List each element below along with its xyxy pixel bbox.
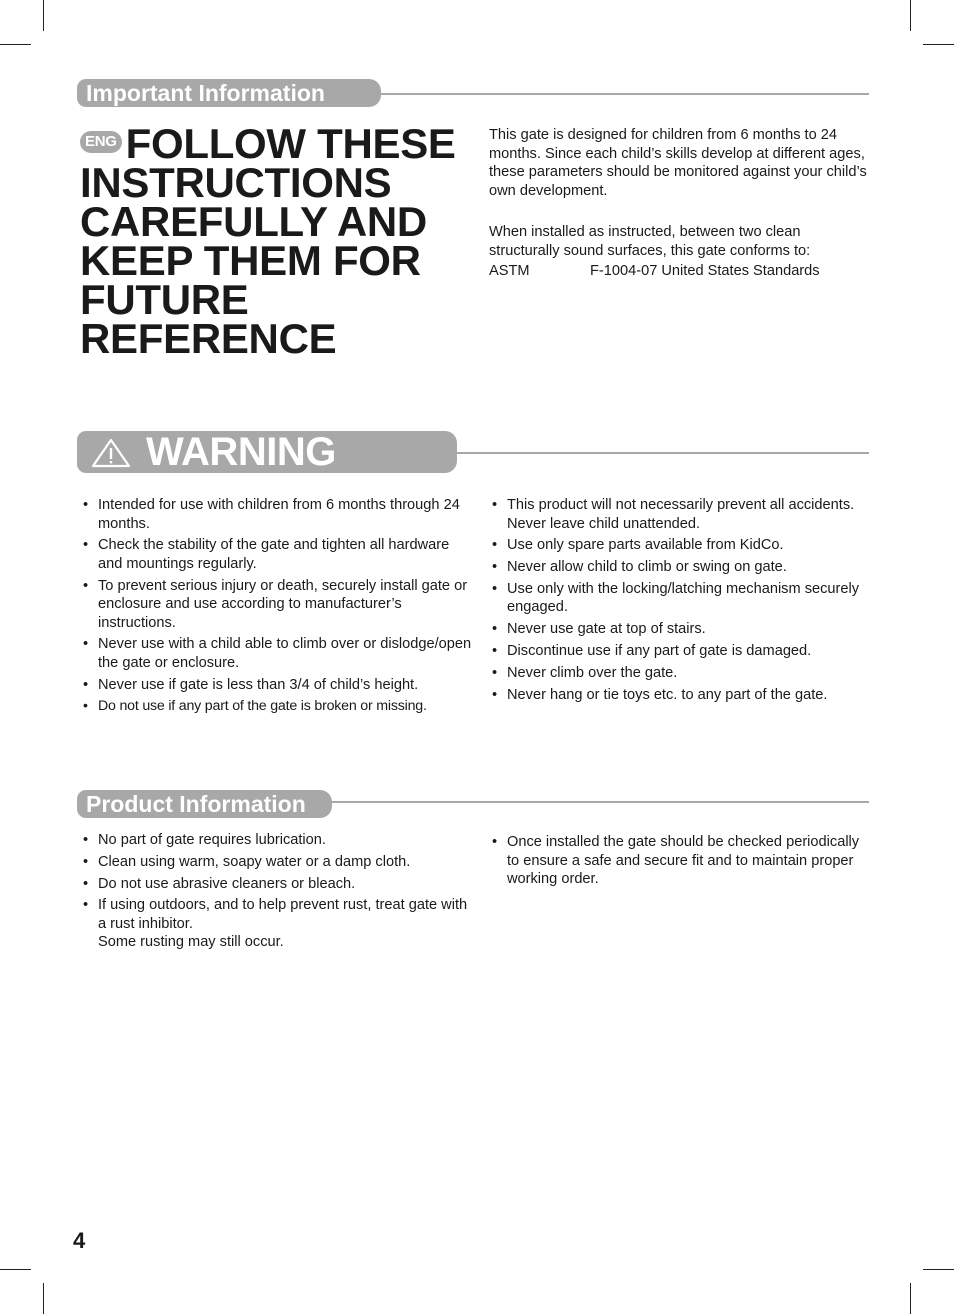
intro-paragraph-1: This gate is designed for children from 6 months to 24 months. Since each child’s skills develop at different ages, these parameters should be monitored against your child’s own development.: [489, 127, 867, 199]
list-item: • Clean using warm, soapy water or a damp cloth.: [80, 853, 472, 872]
list-item: • Never climb over the gate.: [489, 664, 874, 683]
rust-note: If using outdoors, and to help prevent rust, treat gate with a rust inhibitor.: [98, 897, 468, 932]
title-block: [80, 120, 480, 362]
page-title: [80, 120, 480, 362]
standard-organization: ASTM: [489, 263, 530, 279]
crop-mark-top-right-v: [910, 0, 911, 31]
warning-pill: [77, 431, 457, 473]
warning-rule: [457, 452, 869, 454]
page-number: 4: [73, 1228, 86, 1253]
crop-mark-top-right-h: [923, 44, 954, 45]
list-item: • Once installed the gate should be checked periodically to ensure a safe and secure fit and to maintain proper working order.: [489, 833, 869, 889]
list-item: • Do not use abrasive cleaners or bleach.: [80, 875, 472, 894]
product-right-list: [489, 833, 869, 892]
intro-paragraph-2: When installed as instructed, between two clean structurally sound surfaces, this gate conforms to:: [489, 224, 811, 259]
list-item: • Use only spare parts available from KidCo.: [489, 536, 874, 555]
list-item: • Never hang or tie toys etc. to any part of the gate.: [489, 686, 874, 705]
list-item: • Do not use if any part of the gate is broken or missing.: [80, 697, 472, 716]
list-item: • To prevent serious injury or death, securely install gate or enclosure and use according to manufacturer’s instructions.: [80, 577, 472, 633]
warning-title: WARNING: [146, 430, 336, 474]
list-item: • Use only with the locking/latching mechanism securely engaged.: [489, 580, 874, 617]
crop-mark-bottom-left-h: [0, 1269, 31, 1270]
crop-mark-bottom-left-v: [43, 1283, 44, 1314]
crop-mark-top-left-h: [0, 44, 31, 45]
rust-note-continued: Some rusting may still occur.: [98, 934, 284, 951]
list-item: • Check the stability of the gate and tighten all hardware and mountings regularly.: [80, 536, 472, 573]
crop-mark-bottom-right-v: [910, 1283, 911, 1314]
language-badge: ENG: [80, 131, 122, 153]
intro-text: [489, 126, 874, 281]
standard-row: [489, 262, 874, 281]
list-item: • Never use if gate is less than 3/4 of child’s height.: [80, 676, 472, 695]
crop-mark-bottom-right-h: [923, 1269, 954, 1270]
list-item: • This product will not necessarily prevent all accidents. Never leave child unattended.: [489, 496, 874, 533]
product-information-rule: [332, 801, 869, 803]
list-item: • Intended for use with children from 6 months through 24 months.: [80, 496, 472, 533]
list-item: • Never allow child to climb or swing on gate.: [489, 558, 874, 577]
product-left-list: [80, 831, 472, 955]
product-information-label: Product Information: [77, 790, 332, 818]
warnings-left-list: [80, 496, 472, 719]
title-line-2: INSTRUCTIONS: [80, 159, 392, 206]
title-line-3: CAREFULLY AND: [80, 198, 427, 245]
crop-mark-top-left-v: [43, 0, 44, 31]
list-item: • Never use gate at top of stairs.: [489, 620, 874, 639]
warnings-right-list: [489, 496, 874, 707]
title-line-4: KEEP THEM FOR: [80, 237, 421, 284]
important-information-rule: [381, 93, 869, 95]
list-item: • Discontinue use if any part of gate is damaged.: [489, 642, 874, 661]
important-information-label: Important Information: [77, 79, 381, 107]
list-item: • No part of gate requires lubrication.: [80, 831, 472, 850]
list-item: [80, 896, 472, 952]
title-line-6: REFERENCE: [80, 315, 337, 362]
standard-text: F-1004-07 United States Standards: [590, 263, 820, 279]
list-item: • Never use with a child able to climb over or dislodge/open the gate or enclosure.: [80, 635, 472, 672]
title-line-1: FOLLOW THESE: [125, 120, 456, 167]
warning-triangle-icon: [91, 438, 131, 468]
title-line-5: FUTURE: [80, 276, 249, 323]
